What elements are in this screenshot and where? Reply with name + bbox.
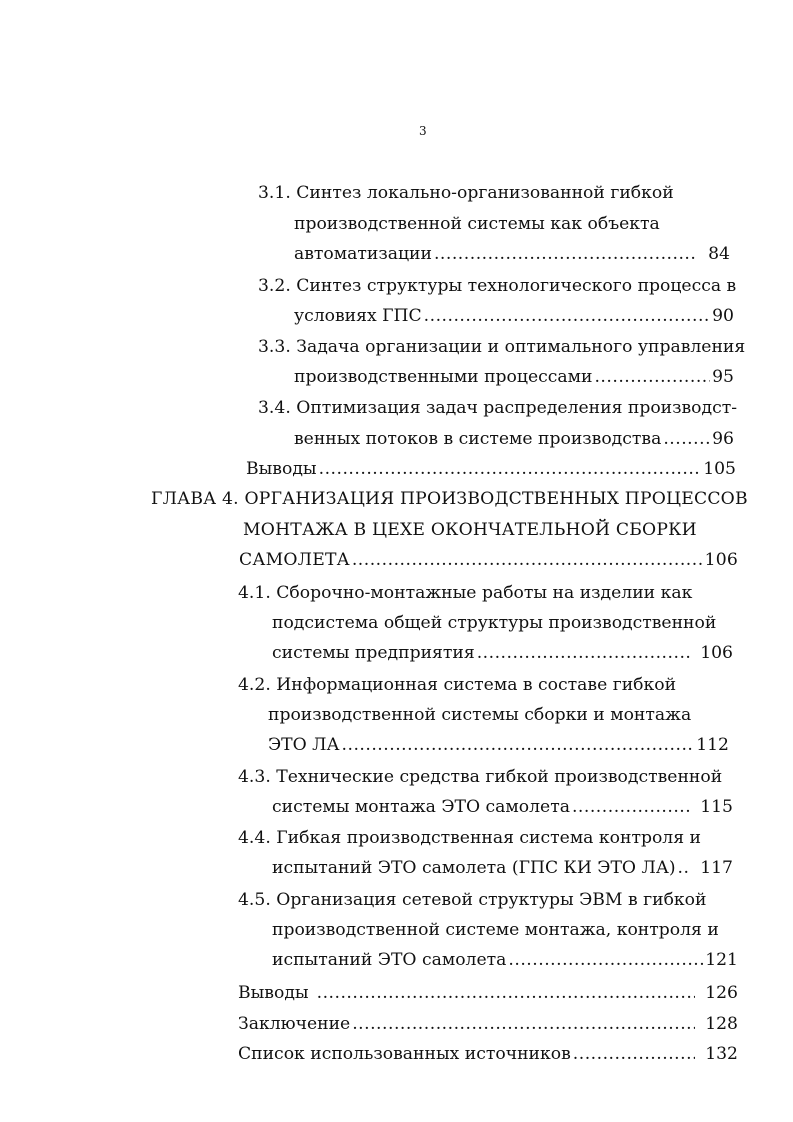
leader-dots (572, 796, 690, 818)
toc-4-3-line2: системы монтажа ЭТО самолета (272, 797, 570, 817)
toc-4-1-line3: системы предприятия (272, 643, 475, 663)
leader-dots (594, 366, 710, 388)
toc-conclusions-4 (238, 982, 738, 1004)
toc-sources-label: Список использованных источников (238, 1044, 571, 1064)
toc-chapter-4-line2: МОНТАЖА В ЦЕХЕ ОКОНЧАТЕЛЬНОЙ СБОРКИ (243, 520, 697, 540)
toc-4-3-line1: 4.3. Технические средства гибкой производственной (238, 767, 723, 787)
toc-4-2-page: 112 (696, 735, 729, 755)
toc-conclusions-4-label: Выводы (238, 983, 309, 1003)
toc-3-2-page: 90 (712, 306, 734, 326)
toc-4-1-last (272, 642, 733, 664)
toc-chapter-4-line3: САМОЛЕТА (239, 550, 350, 570)
leader-dots (317, 982, 696, 1004)
toc-3-2-last (294, 305, 734, 327)
toc-3-2-line2: условиях ГПС (294, 306, 422, 326)
toc-sources (238, 1043, 738, 1065)
leader-dots (508, 949, 703, 971)
toc-4-5-page: 121 (705, 950, 738, 970)
leader-dots (352, 1013, 695, 1035)
leader-dots (319, 458, 702, 480)
toc-4-4-line1: 4.4. Гибкая производственная система контроля и (238, 828, 701, 848)
toc-4-3-last (272, 796, 733, 818)
toc-conclusion-label: Заключение (238, 1014, 351, 1034)
leader-dots (342, 734, 695, 756)
leader-dots (424, 305, 710, 327)
toc-conclusions-4-page: 126 (705, 983, 738, 1003)
leader-dots (663, 428, 710, 450)
toc-3-4-page: 96 (712, 429, 734, 449)
toc-3-1-line2: производственной системы как объекта (294, 214, 660, 234)
toc-conclusion-page: 128 (705, 1014, 738, 1034)
toc-conclusions-3-label: Выводы (246, 459, 317, 479)
toc-4-2-line2: производственной системы сборки и монтажа (268, 705, 692, 725)
toc-4-5-last (272, 949, 738, 971)
toc-conclusions-3-page: 105 (703, 459, 736, 479)
toc-chapter-4-last (239, 549, 738, 571)
toc-3-3-page: 95 (712, 367, 734, 387)
leader-dots (573, 1043, 695, 1065)
toc-conclusion (238, 1013, 738, 1035)
toc-3-1-line3: автоматизации (294, 244, 432, 264)
toc-3-3-line2: производственными процессами (294, 367, 593, 387)
toc-conclusions-3 (246, 458, 736, 480)
toc-3-2-line1: 3.2. Синтез структуры технологического процесса в (258, 276, 737, 296)
toc-4-5-line3: испытаний ЭТО самолета (272, 950, 507, 970)
toc-4-3-page: 115 (700, 797, 733, 817)
toc-3-1-last (294, 243, 730, 265)
toc-3-1-page: 84 (708, 244, 730, 264)
toc-4-1-page: 106 (700, 643, 733, 663)
toc-4-1-line2: подсистема общей структуры производственной (272, 613, 717, 633)
toc-4-5-line1: 4.5. Организация сетевой структуры ЭВМ в гибкой (238, 890, 707, 910)
toc-3-4-line2: венных потоков в системе производства (294, 429, 662, 449)
page-number: 3 (419, 124, 427, 138)
toc-4-1-line1: 4.1. Сборочно-монтажные работы на изделии как (238, 583, 693, 603)
toc-4-2-line3: ЭТО ЛА (268, 735, 340, 755)
leader-dots (477, 642, 691, 664)
toc-4-4-page: 117 (700, 858, 733, 878)
toc-chapter-4-page: 106 (704, 550, 738, 570)
toc-chapter-4-line1: ГЛАВА 4. ОРГАНИЗАЦИЯ ПРОИЗВОДСТВЕННЫХ ПРОЦЕССОВ (151, 489, 748, 509)
toc-sources-page: 132 (705, 1044, 738, 1064)
toc-4-5-line2: производственной системе монтажа, контроля и (272, 920, 719, 940)
toc-4-2-line1: 4.2. Информационная система в составе гибкой (238, 675, 677, 695)
leader-dots (434, 243, 696, 265)
toc-4-4-line2: испытаний ЭТО самолета (ГПС КИ ЭТО ЛА) (272, 858, 676, 878)
toc-3-3-last (294, 366, 734, 388)
toc-4-2-last (268, 734, 729, 756)
leader-dots (352, 549, 703, 571)
toc-3-1-line1: 3.1. Синтез локально-организованной гибкой (258, 183, 674, 203)
toc-3-4-last (294, 428, 734, 450)
leader-dots (678, 857, 691, 879)
toc-3-3-line1: 3.3. Задача организации и оптимального управления (258, 337, 746, 357)
toc-4-4-last (272, 857, 733, 879)
toc-3-4-line1: 3.4. Оптимизация задач распределения производст- (258, 398, 738, 418)
